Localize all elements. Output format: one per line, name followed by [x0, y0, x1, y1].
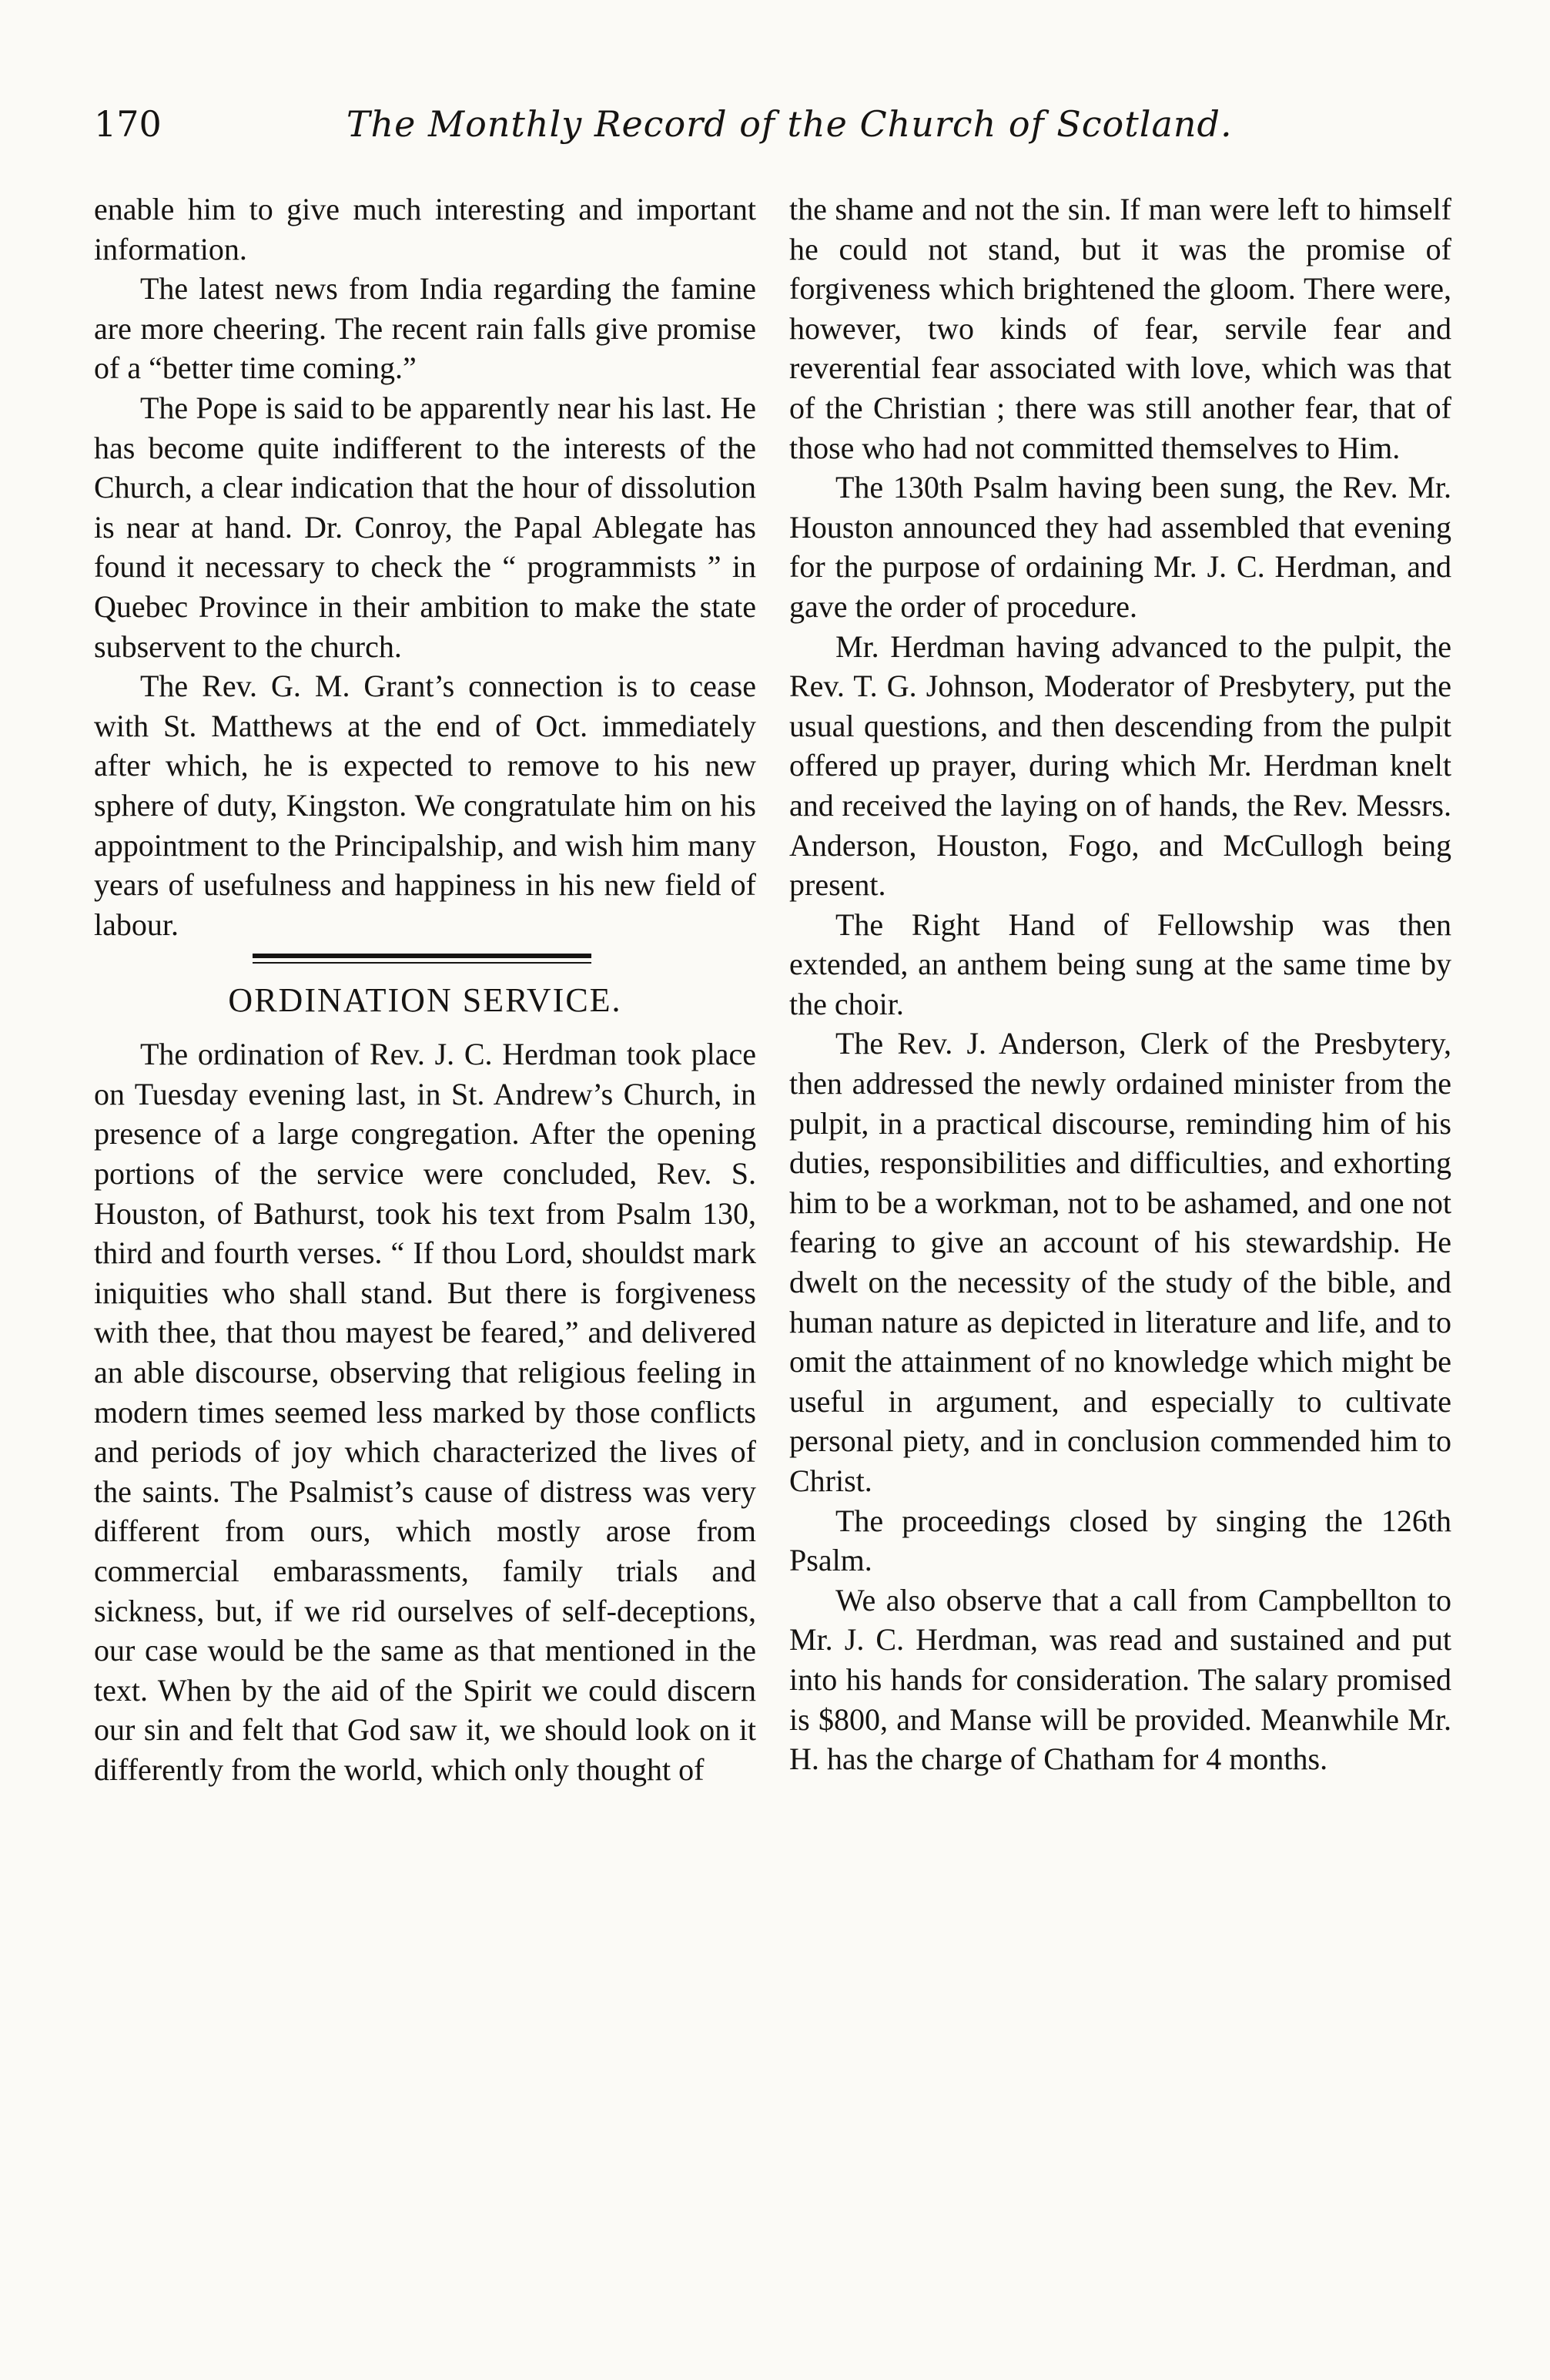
paragraph-continued-right: the shame and not the sin. If man were left to himself he could not stand, but it was the promise of forgiveness which brightened the gloom. There were, however, two kinds of fear, servile fear and reverential fear associated with love, which was that of the Christian ; there was still another fear, that of those who had not committed themselves to Him.: [789, 192, 1451, 465]
left-column: [94, 189, 756, 1790]
paragraph-pope: The Pope is said to be apparently near his last. He has become quite indifferent to the interests of the Church, a clear indication that the hour of dissolution is near at hand. Dr. Conroy, the Papal Ablegate has found it necessary to check the “ programmists ” in Quebec Province in their ambition to make the state subservent to the church.: [94, 390, 756, 664]
paragraph-india-famine: The latest news from India regarding the famine are more cheering. The recent rain falls give promise of a “better time coming.”: [94, 271, 756, 386]
paragraph-ordination: The ordination of Rev. J. C. Herdman took place on Tuesday evening last, in St. Andrew’s Church, in presence of a large congregation. After the opening portions of the service were concluded, Rev. S. Houston, of Bathurst, took his text from Psalm 130, third and fourth verses. “ If thou Lord, shouldst mark iniquities who shall stand. But there is forgiveness with thee, that thou mayest be feared,” and delivered an able discourse, observing that religious feeling in modern times seemed less marked by those conflicts and periods of joy which characterized the lives of the saints. The Psalmist’s cause of distress was very different from ours, which mostly arose from commercial embarassments, family trials and sickness, but, if we rid ourselves of self-deceptions, our case would be the same as that mentioned in the text. When by the aid of the Spirit we could discern our sin and felt that God saw it, we should look on it differently from the world, which only thought of: [94, 1037, 756, 1787]
paragraph-grant: The Rev. G. M. Grant’s connection is to cease with St. Matthews at the end of Oct. immediately after which, he is expected to remove to his new sphere of duty, Kingston. We congratulate him on his appointment to the Principalship, and wish him many years of usefulness and happiness in his new field of labour.: [94, 669, 756, 942]
paragraph-anderson: The Rev. J. Anderson, Clerk of the Presbytery, then addressed the newly ordained minister from the pulpit, in a practical discourse, reminding him of his duties, responsibilities and difficulties, and exhorting him to be a workman, not to be ashamed, and one not fearing to give an account of his stewardship. He dwelt on the necessity of the study of the bible, and human nature as depicted in literature and life, and to omit the attainment of no knowledge which might be useful in argument, and especially to cultivate personal piety, and in conclusion commended him to Christ.: [789, 1026, 1451, 1498]
divider-thin-rule: [253, 962, 591, 964]
paragraph-right-hand: The Right Hand of Fellowship was then extended, an anthem being sung at the same time by the choir.: [789, 907, 1451, 1021]
paragraph-psalm-130: The 130th Psalm having been sung, the Rev. Mr. Houston announced they had assembled that evening for the purpose of ordaining Mr. J. C. Herdman, and gave the order of procedure.: [789, 470, 1451, 624]
right-column: [789, 189, 1451, 1779]
page-header: [94, 103, 1280, 145]
section-title: ORDINATION SERVICE.: [228, 981, 622, 1020]
paragraph-herdman-pulpit: Mr. Herdman having advanced to the pulpit, the Rev. T. G. Johnson, Moderator of Presbytery, put the usual questions, and then descending from the pulpit offered up prayer, during which Mr. Herdman knelt and received the laying on of hands, the Rev. Messrs. Anderson, Houston, Fogo, and McCullogh being present.: [789, 629, 1451, 903]
divider-thick-rule: [253, 954, 591, 958]
running-title: The Monthly Record of the Church of Scotland.: [346, 103, 1233, 145]
paragraph-continued: enable him to give much interesting and important information.: [94, 192, 756, 266]
paragraph-campbellton-call: We also observe that a call from Campbellton to Mr. J. C. Herdman, was read and sustained and put into his hands for consideration. The salary promised is $800, and Manse will be provided. Meanwhile Mr. H. has the charge of Chatham for 4 months.: [789, 1582, 1451, 1777]
paragraph-proceedings: The proceedings closed by singing the 126th Psalm.: [789, 1503, 1451, 1578]
page-number: 170: [94, 103, 162, 145]
section-divider: [253, 954, 591, 964]
